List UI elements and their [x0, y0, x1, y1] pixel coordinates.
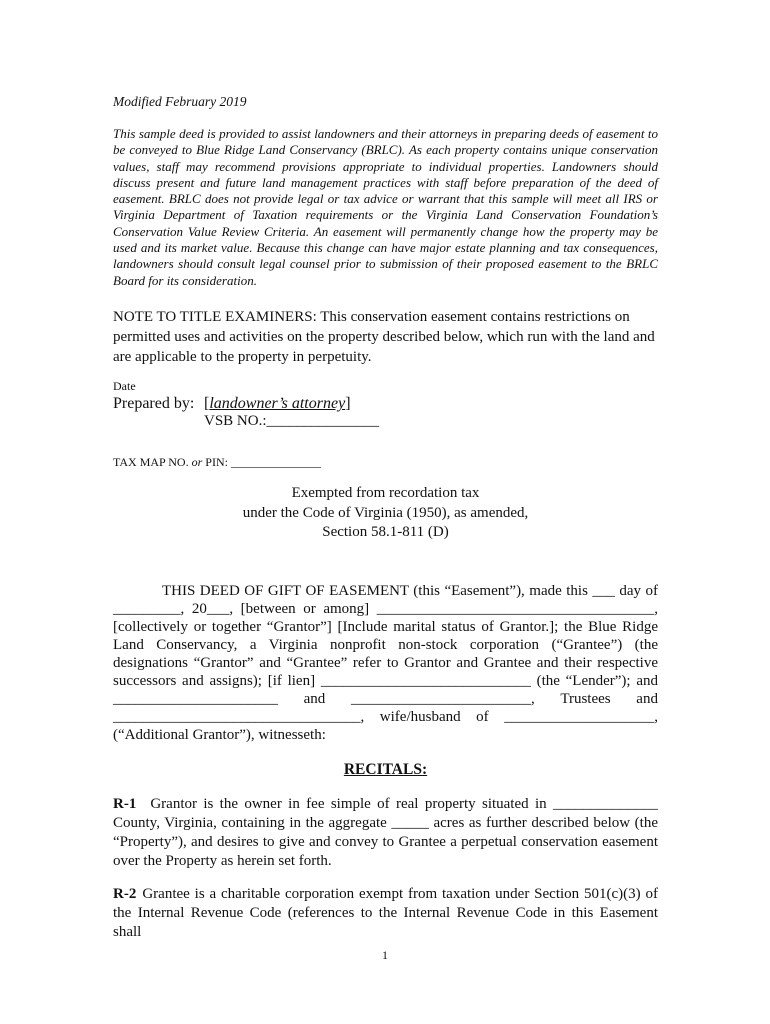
deed-line-6: successors and assigns); [if lien] ____________________________ (the “Lender”); and: [113, 673, 658, 689]
vsb-blank: _______________: [266, 413, 380, 429]
vsb-label: VSB NO.:: [204, 413, 267, 429]
exemption-block: [113, 484, 658, 543]
recital-r2-label: R-2: [113, 886, 137, 902]
deed-line-8: _________________________________, wife/husband of ____________________,: [113, 709, 658, 725]
recital-r2: [113, 885, 658, 942]
tax-map-line: [113, 455, 321, 470]
tax-map-pin: PIN:: [205, 455, 228, 469]
exempt-line-1: Exempted from recordation tax: [291, 485, 480, 501]
date-label: Date: [113, 379, 136, 393]
recital-r1-label: R-1: [113, 796, 137, 812]
deed-paragraph: [113, 582, 658, 744]
prepared-by-label: Prepared by:: [113, 395, 195, 412]
tax-map-or: or: [191, 455, 203, 469]
exempt-line-3: Section 58.1-811 (D): [322, 524, 449, 540]
tax-map-label: TAX MAP NO.: [113, 455, 189, 469]
tax-map-blank: _______________: [230, 455, 321, 469]
recital-r1-text: Grantor is the owner in fee simple of real property situated in ______________ County, Virginia, containing in the aggregate _____ acres as further described below (the “Property”), and desires to give and convey to Grantee a perpetual conservation easement over the Property as herein set forth.: [113, 796, 658, 869]
note-to-title-examiners: NOTE TO TITLE EXAMINERS: This conservation easement contains restrictions on permitted uses and activities on the property described below, which run with the land and are applicable to the property in perpetuity.: [113, 309, 655, 365]
page-number: 1: [382, 948, 388, 962]
recital-r1: [113, 795, 658, 871]
intro-paragraph: This sample deed is provided to assist landowners and their attorneys in preparing deeds of easement to be conveyed to Blue Ridge Land Conservancy (BRLC). As each property contains unique conservation values, staff may recommend provisions appropriate to individual properties. Landowners should discuss present and future land management practices with staff before preparation of the deed of easement. BRLC does not provide legal or tax advice or warrant that this sample will meet all IRS or Virginia Department of Taxation requirements or the Virginia Land Conservation Foundation’s Conservation Value Review Criteria. An easement will permanently change how the property may be used and its market value. Because this change can have major estate planning and tax consequences, landowners should consult legal counsel prior to submission of their proposed easement to the BRLC Board for its consideration.: [113, 126, 658, 288]
deed-line-3: [collectively or together “Grantor”] [Include marital status of Grantor.]; the Blue Ridge: [113, 619, 658, 635]
deed-line-5: designations “Grantor” and “Grantee” refer to Grantor and Grantee and their respective: [113, 655, 658, 671]
vsb-number: [204, 413, 379, 430]
modified-date: Modified February 2019: [113, 94, 247, 109]
prepared-by-value: [landowner’s attorney]: [204, 395, 351, 412]
prepared-by: [113, 395, 351, 413]
deed-line-1: THIS DEED OF GIFT OF EASEMENT (this “Easement”), made this ___ day of: [162, 583, 658, 599]
exempt-line-2: under the Code of Virginia (1950), as amended,: [242, 504, 529, 521]
deed-line-9: (“Additional Grantor”), witnesseth:: [113, 727, 326, 743]
recitals-heading: RECITALS:: [343, 761, 428, 778]
deed-line-7: ______________________ and ________________________, Trustees and: [113, 691, 658, 707]
recital-r2-text: Grantee is a charitable corporation exempt from taxation under Section 501(c)(3) of the Internal Revenue Code (references to the Internal Revenue Code in this Easement shall: [113, 886, 658, 940]
deed-line-2: _________, 20___, [between or among] _____________________________________,: [113, 601, 658, 617]
deed-line-4: Land Conservancy, a Virginia nonprofit non-stock corporation (“Grantee”) (the: [113, 637, 658, 653]
